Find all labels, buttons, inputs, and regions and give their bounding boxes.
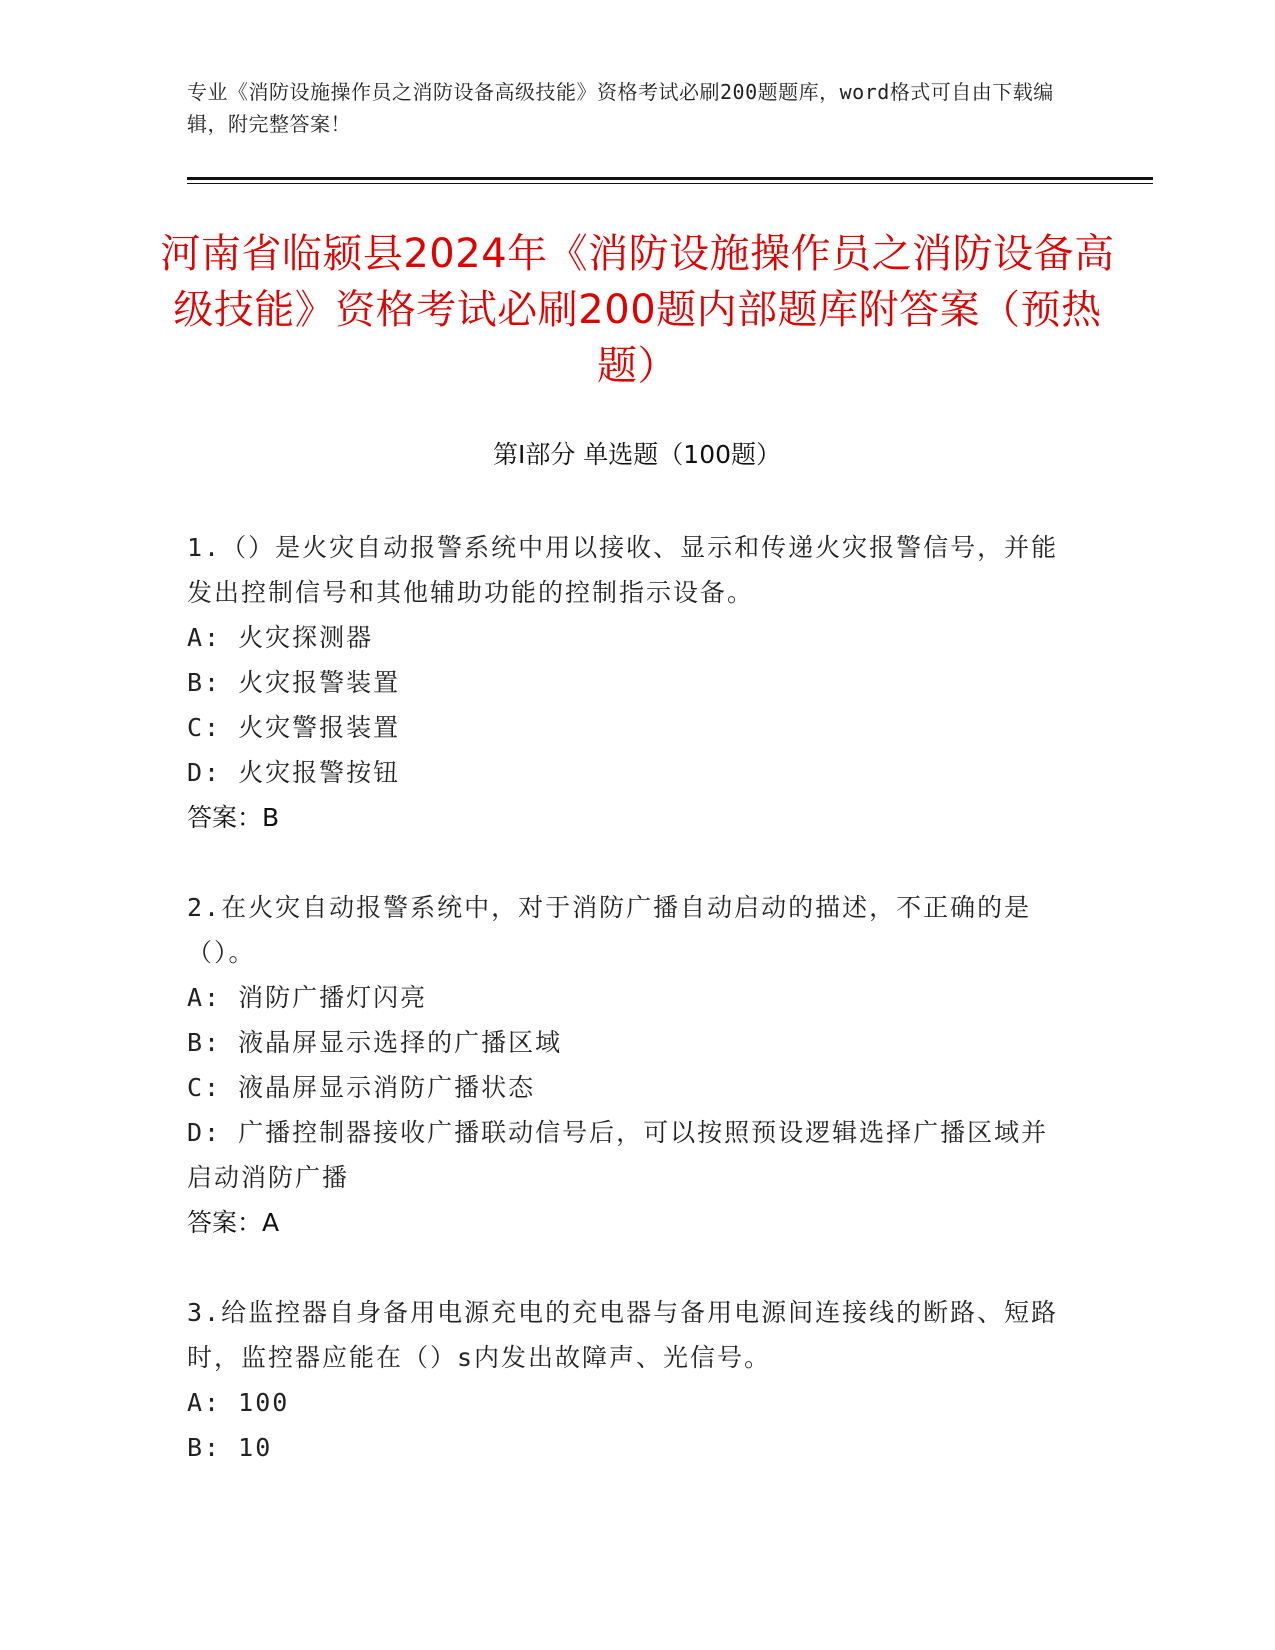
option-d: D: 广播控制器接收广播联动信号后，可以按照预设逻辑选择广播区域并启动消防广播 (187, 1118, 1049, 1192)
header-rule-thin (187, 183, 1153, 184)
option-b: B: 10 (187, 1433, 273, 1462)
option-b: B: 液晶屏显示选择的广播区域 (187, 1028, 563, 1057)
document-title: 河南省临颍县2024年《消防设施操作员之消防设备高级技能》资格考试必刷200题内部题库附答案（预热题） (160, 231, 1115, 389)
option-a: A: 火灾探测器 (187, 623, 374, 652)
answer: 答案：A (187, 1208, 280, 1237)
question-list (187, 525, 1067, 1515)
question-3 (187, 1290, 1067, 1470)
answer: 答案：B (187, 803, 280, 832)
option-c: C: 液晶屏显示消防广播状态 (187, 1073, 536, 1102)
question-2 (187, 885, 1067, 1245)
option-a: A: 100 (187, 1388, 290, 1417)
question-stem: 1.（）是火灾自动报警系统中用以接收、显示和传递火灾报警信号，并能发出控制信号和其他辅助功能的控制指示设备。 (187, 533, 1059, 607)
header-rule-thick (187, 177, 1153, 180)
question-stem: 2.在火灾自动报警系统中，对于消防广播自动启动的描述，不正确的是（）。 (187, 893, 1032, 967)
header-note: 专业《消防设施操作员之消防设备高级技能》资格考试必刷200题题库，word格式可自由下载编辑，附完整答案！ (187, 80, 1054, 136)
question-stem: 3.给监控器自身备用电源充电的充电器与备用电源间连接线的断路、短路时，监控器应能在（）s内发出故障声、光信号。 (187, 1298, 1059, 1372)
option-d: D: 火灾报警按钮 (187, 758, 401, 787)
section-title: 第I部分 单选题（100题） (492, 440, 782, 469)
option-c: C: 火灾警报装置 (187, 713, 401, 742)
question-1 (187, 525, 1067, 840)
option-a: A: 消防广播灯闪亮 (187, 983, 428, 1012)
option-b: B: 火灾报警装置 (187, 668, 401, 697)
